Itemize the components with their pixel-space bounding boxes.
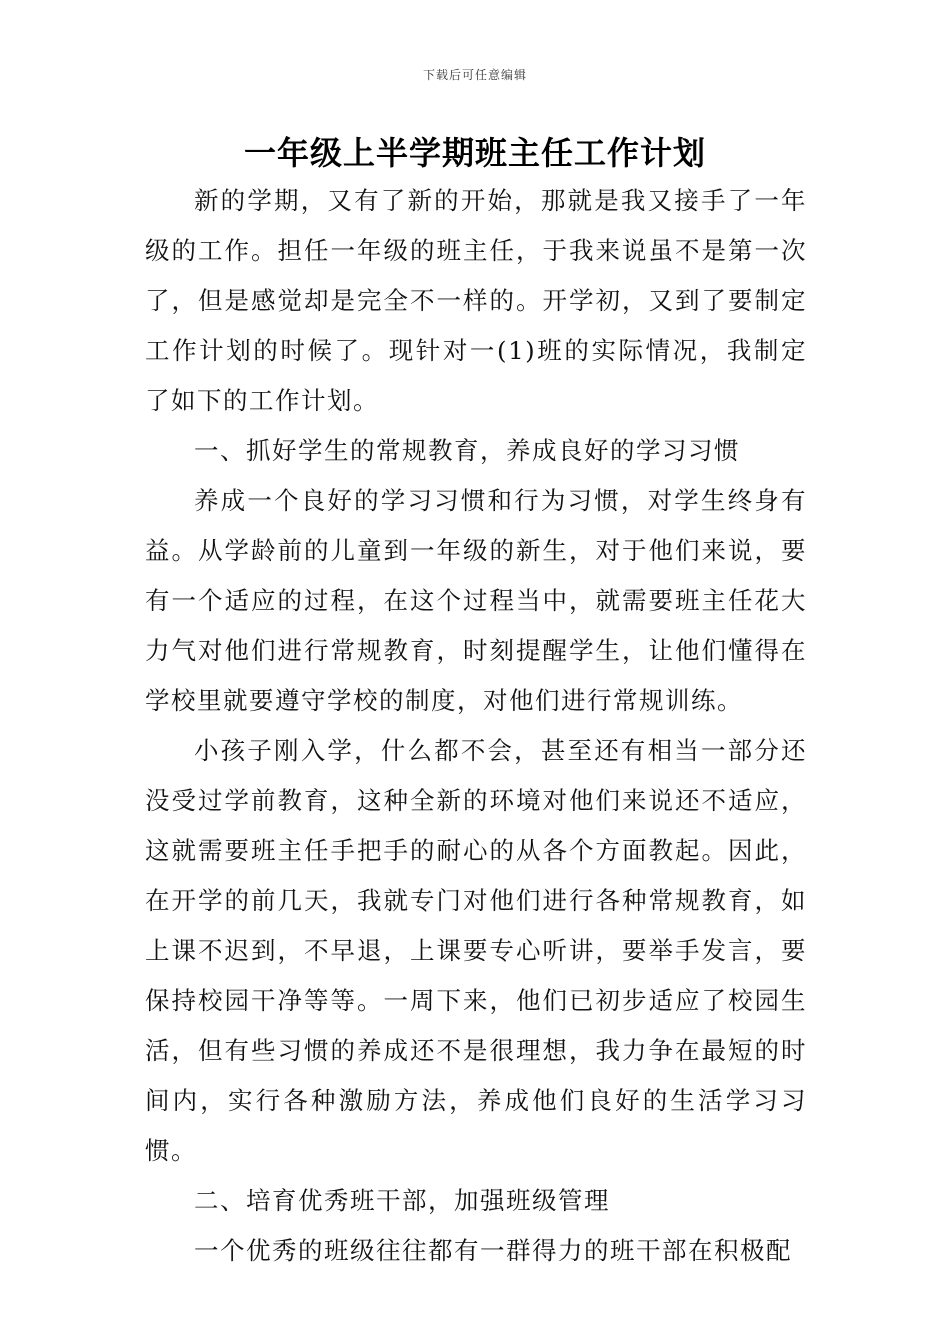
- paragraph-new-students: 小孩子刚入学，什么都不会，甚至还有相当一部分还没受过学前教育，这种全新的环境对他们来说还不适应，这就需要班主任手把手的耐心的从各个方面教起。因此，在开学的前几天，我就专门对他们进行各种常规教育，如上课不迟到，不早退，上课要专心听讲，要举手发言，要保持校园干净等等。一周下来，他们已初步适应了校园生活，但有些习惯的养成还不是很理想，我力争在最短的时间内，实行各种激励方法，养成他们良好的生活学习习惯。: [145, 736, 807, 1165]
- header-note: 下载后可任意编辑: [422, 68, 527, 82]
- document-body: [145, 176, 807, 1276]
- section-heading-2: 二、培育优秀班干部，加强班级管理: [194, 1186, 610, 1215]
- document-title: 一年级上半学期班主任工作计划: [243, 134, 706, 172]
- paragraph-intro: 新的学期，又有了新的开始，那就是我又接手了一年级的工作。担任一年级的班主任，于我来说虽不是第一次了，但是感觉却是完全不一样的。开学初，又到了要制定工作计划的时候了。现针对一(1)班的实际情况，我制定了如下的工作计划。: [145, 186, 807, 415]
- section-heading-1: 一、抓好学生的常规教育，养成良好的学习习惯: [194, 436, 740, 465]
- paragraph-class-leaders: 一个优秀的班级往往都有一群得力的班干部在积极配: [194, 1236, 792, 1265]
- paragraph-habits: 养成一个良好的学习习惯和行为习惯，对学生终身有益。从学龄前的儿童到一年级的新生，对于他们来说，要有一个适应的过程，在这个过程当中，就需要班主任花大力气对他们进行常规教育，时刻提醒学生，让他们懂得在学校里就要遵守学校的制度，对他们进行常规训练。: [145, 486, 807, 715]
